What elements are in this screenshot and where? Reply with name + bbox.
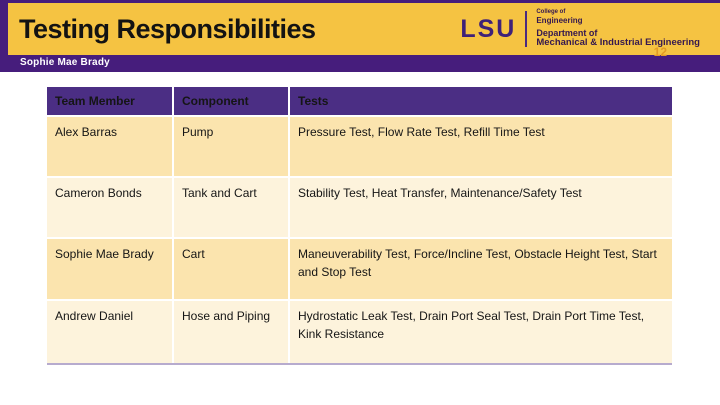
- table-row: [47, 299, 672, 363]
- page-title: Testing Responsibilities: [19, 13, 316, 44]
- cell-member: Alex Barras: [55, 125, 118, 139]
- cell-component: Pump: [172, 117, 288, 176]
- logo-college-name: Engineering: [536, 15, 583, 25]
- header-band: [0, 0, 720, 72]
- lsu-wordmark: LSU: [460, 14, 517, 43]
- cell-tests: Maneuverability Test, Force/Incline Test, Obstacle Height Test, Start and Stop Test: [288, 239, 672, 299]
- column-header-tests: Tests: [288, 87, 672, 115]
- cell-tests: Pressure Test, Flow Rate Test, Refill Time Test: [288, 117, 672, 176]
- logo-divider: [525, 11, 527, 47]
- cell-tests: Stability Test, Heat Transfer, Maintenance/Safety Test: [288, 178, 672, 237]
- cell-member: Andrew Daniel: [55, 309, 134, 323]
- logo-text-block: [536, 9, 700, 49]
- logo-department-name: Mechanical & Industrial Engineering: [536, 37, 700, 49]
- lsu-logo: [460, 9, 704, 49]
- logo-department-of: Department of: [536, 27, 598, 38]
- presenter-name: Sophie Mae Brady: [20, 57, 110, 68]
- logo-college-of: College of: [536, 8, 566, 15]
- cell-member: Sophie Mae Brady: [55, 247, 154, 261]
- cell-component: Cart: [172, 239, 288, 299]
- responsibilities-table: [47, 87, 672, 365]
- table-header-row: [47, 87, 672, 115]
- cell-component: Tank and Cart: [172, 178, 288, 237]
- cell-member: Cameron Bonds: [55, 186, 142, 200]
- table-row: [47, 176, 672, 237]
- title-bar: [8, 3, 720, 55]
- column-header-team-member: Team Member: [55, 94, 135, 108]
- slide-number: 12: [653, 45, 667, 59]
- cell-tests: Hydrostatic Leak Test, Drain Port Seal Test, Drain Port Time Test, Kink Resistance: [288, 301, 672, 363]
- table-row: [47, 237, 672, 299]
- cell-component: Hose and Piping: [172, 301, 288, 363]
- table-row: [47, 115, 672, 176]
- column-header-component: Component: [172, 87, 288, 115]
